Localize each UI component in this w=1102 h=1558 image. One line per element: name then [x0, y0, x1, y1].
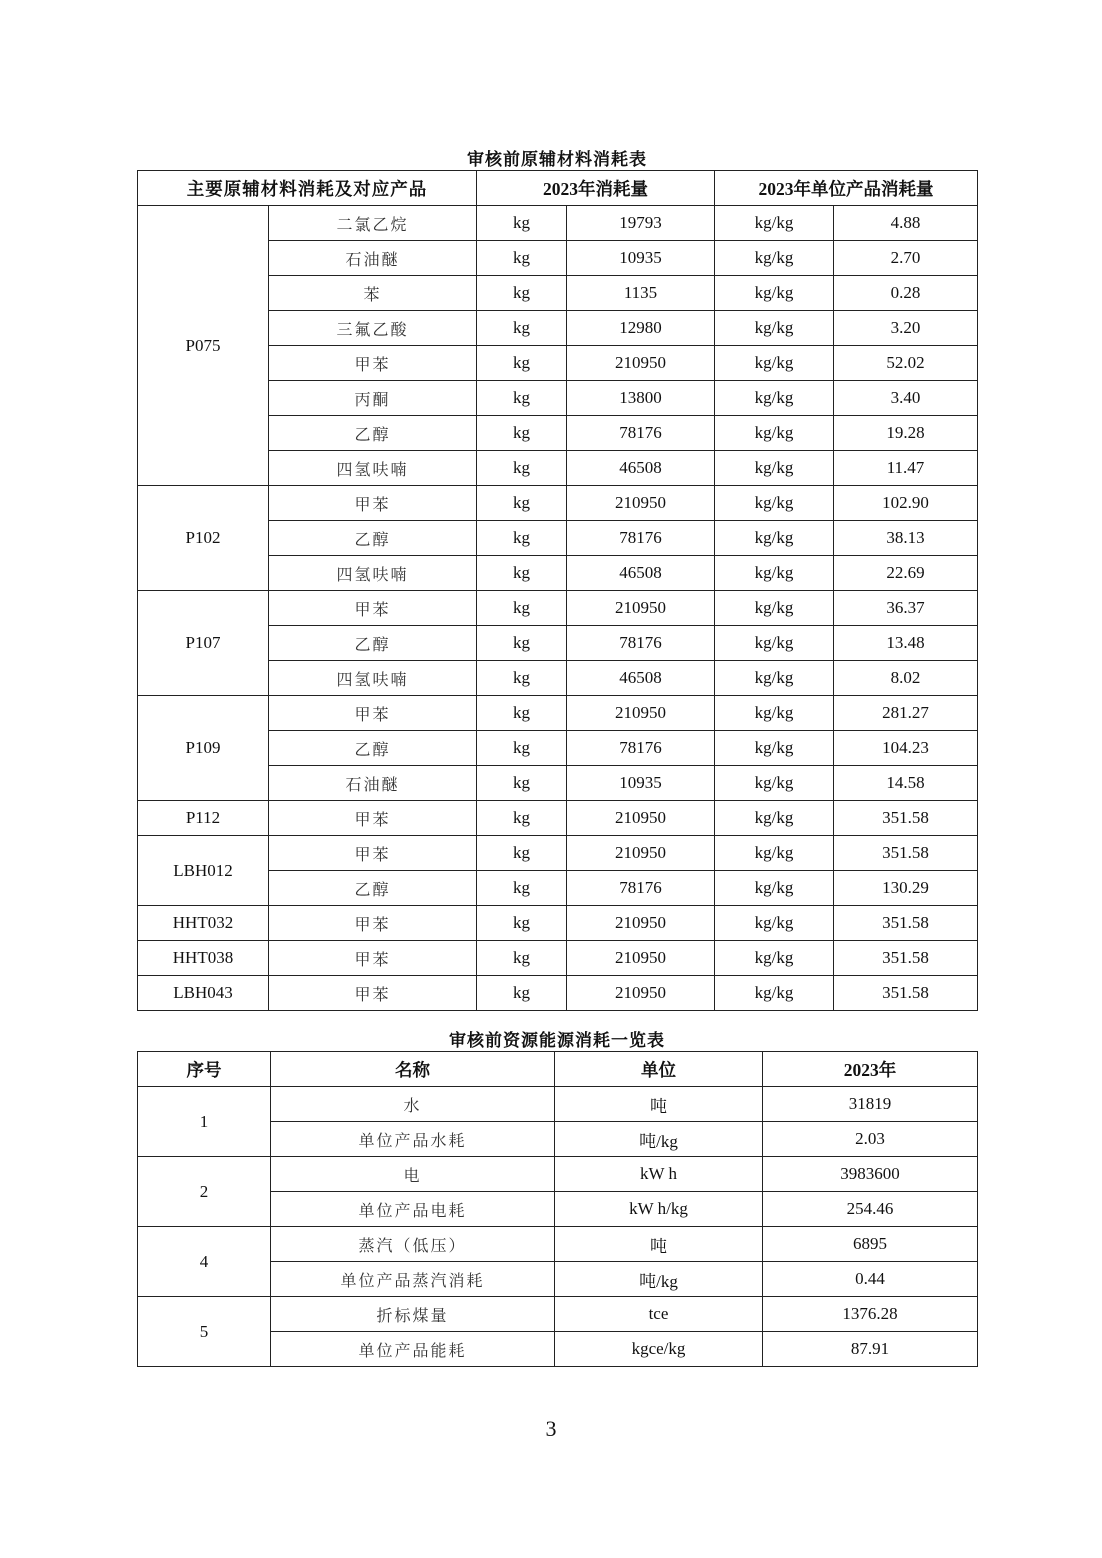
unit-per-product-cell: kg/kg [715, 451, 834, 486]
header-unit: 单位 [555, 1052, 763, 1087]
material-cell: 甲苯 [269, 976, 477, 1011]
product-cell: LBH012 [138, 836, 269, 906]
name-cell: 单位产品能耗 [271, 1332, 555, 1367]
product-cell: P075 [138, 206, 269, 486]
per-unit-value-cell: 351.58 [834, 836, 978, 871]
material-cell: 甲苯 [269, 836, 477, 871]
table-row [138, 976, 978, 1011]
amount-cell: 210950 [567, 836, 715, 871]
unit-cell: kg [477, 486, 567, 521]
unit-cell: 吨/kg [555, 1262, 763, 1297]
unit-cell: kg [477, 906, 567, 941]
unit-cell: kW h [555, 1157, 763, 1192]
unit-per-product-cell: kg/kg [715, 416, 834, 451]
per-unit-value-cell: 14.58 [834, 766, 978, 801]
per-unit-value-cell: 130.29 [834, 871, 978, 906]
amount-cell: 19793 [567, 206, 715, 241]
material-cell: 苯 [269, 276, 477, 311]
unit-per-product-cell: kg/kg [715, 311, 834, 346]
unit-per-product-cell: kg/kg [715, 766, 834, 801]
unit-cell: 吨/kg [555, 1122, 763, 1157]
unit-cell: kg [477, 766, 567, 801]
amount-cell: 46508 [567, 556, 715, 591]
per-unit-value-cell: 351.58 [834, 801, 978, 836]
index-cell: 5 [138, 1297, 271, 1367]
material-cell: 甲苯 [269, 941, 477, 976]
per-unit-value-cell: 19.28 [834, 416, 978, 451]
table-row [138, 591, 978, 626]
amount-cell: 78176 [567, 521, 715, 556]
header-unit-consumption-2023: 2023年单位产品消耗量 [715, 171, 978, 206]
unit-cell: kg [477, 416, 567, 451]
per-unit-value-cell: 13.48 [834, 626, 978, 661]
value-cell: 254.46 [763, 1192, 978, 1227]
index-cell: 2 [138, 1157, 271, 1227]
unit-per-product-cell: kg/kg [715, 486, 834, 521]
amount-cell: 210950 [567, 976, 715, 1011]
name-cell: 蒸汽（低压） [271, 1227, 555, 1262]
table-row [138, 906, 978, 941]
resource-energy-consumption-table [137, 1051, 978, 1367]
amount-cell: 210950 [567, 941, 715, 976]
per-unit-value-cell: 351.58 [834, 906, 978, 941]
unit-cell: kg [477, 731, 567, 766]
unit-per-product-cell: kg/kg [715, 941, 834, 976]
index-cell: 4 [138, 1227, 271, 1297]
value-cell: 3983600 [763, 1157, 978, 1192]
value-cell: 0.44 [763, 1262, 978, 1297]
name-cell: 折标煤量 [271, 1297, 555, 1332]
value-cell: 6895 [763, 1227, 978, 1262]
product-cell: P109 [138, 696, 269, 801]
per-unit-value-cell: 351.58 [834, 976, 978, 1011]
name-cell: 单位产品蒸汽消耗 [271, 1262, 555, 1297]
material-cell: 甲苯 [269, 906, 477, 941]
amount-cell: 210950 [567, 801, 715, 836]
unit-cell: kg [477, 206, 567, 241]
table-row [138, 801, 978, 836]
table-row [138, 1087, 978, 1122]
material-cell: 四氢呋喃 [269, 451, 477, 486]
table-row [138, 486, 978, 521]
unit-cell: kg [477, 661, 567, 696]
material-cell: 石油醚 [269, 766, 477, 801]
header-name: 名称 [271, 1052, 555, 1087]
unit-cell: kg [477, 451, 567, 486]
unit-cell: kg [477, 836, 567, 871]
material-cell: 四氢呋喃 [269, 556, 477, 591]
product-cell: LBH043 [138, 976, 269, 1011]
table-header-row [138, 171, 978, 206]
amount-cell: 210950 [567, 696, 715, 731]
per-unit-value-cell: 281.27 [834, 696, 978, 731]
unit-cell: kg [477, 871, 567, 906]
table-row [138, 1157, 978, 1192]
unit-cell: kg [477, 346, 567, 381]
amount-cell: 10935 [567, 241, 715, 276]
name-cell: 单位产品水耗 [271, 1122, 555, 1157]
unit-per-product-cell: kg/kg [715, 521, 834, 556]
amount-cell: 46508 [567, 661, 715, 696]
per-unit-value-cell: 4.88 [834, 206, 978, 241]
amount-cell: 13800 [567, 381, 715, 416]
table2-caption: 审核前资源能源消耗一览表 [449, 1031, 665, 1050]
header-index: 序号 [138, 1052, 271, 1087]
amount-cell: 78176 [567, 871, 715, 906]
material-cell: 二氯乙烷 [269, 206, 477, 241]
unit-cell: kW h/kg [555, 1192, 763, 1227]
unit-cell: 吨 [555, 1087, 763, 1122]
unit-per-product-cell: kg/kg [715, 556, 834, 591]
raw-material-consumption-table [137, 170, 978, 1011]
material-cell: 甲苯 [269, 801, 477, 836]
material-cell: 乙醇 [269, 416, 477, 451]
unit-per-product-cell: kg/kg [715, 591, 834, 626]
value-cell: 31819 [763, 1087, 978, 1122]
per-unit-value-cell: 104.23 [834, 731, 978, 766]
per-unit-value-cell: 11.47 [834, 451, 978, 486]
table-row [138, 1297, 978, 1332]
unit-cell: kg [477, 976, 567, 1011]
per-unit-value-cell: 3.20 [834, 311, 978, 346]
unit-cell: kg [477, 276, 567, 311]
material-cell: 乙醇 [269, 626, 477, 661]
unit-cell: kgce/kg [555, 1332, 763, 1367]
material-cell: 丙酮 [269, 381, 477, 416]
per-unit-value-cell: 36.37 [834, 591, 978, 626]
per-unit-value-cell: 38.13 [834, 521, 978, 556]
value-cell: 87.91 [763, 1332, 978, 1367]
per-unit-value-cell: 102.90 [834, 486, 978, 521]
header-year-2023: 2023年 [763, 1052, 978, 1087]
table-row [138, 696, 978, 731]
unit-per-product-cell: kg/kg [715, 626, 834, 661]
unit-per-product-cell: kg/kg [715, 661, 834, 696]
product-cell: P107 [138, 591, 269, 696]
material-cell: 四氢呋喃 [269, 661, 477, 696]
unit-cell: kg [477, 626, 567, 661]
header-consumption-2023: 2023年消耗量 [477, 171, 715, 206]
page-number: 3 [545, 1416, 557, 1441]
per-unit-value-cell: 52.02 [834, 346, 978, 381]
amount-cell: 78176 [567, 626, 715, 661]
material-cell: 乙醇 [269, 871, 477, 906]
unit-per-product-cell: kg/kg [715, 836, 834, 871]
amount-cell: 210950 [567, 591, 715, 626]
amount-cell: 78176 [567, 416, 715, 451]
unit-per-product-cell: kg/kg [715, 696, 834, 731]
unit-cell: kg [477, 521, 567, 556]
header-material-product: 主要原辅材料消耗及对应产品 [138, 171, 477, 206]
table-row [138, 1227, 978, 1262]
per-unit-value-cell: 2.70 [834, 241, 978, 276]
table-header-row [138, 1052, 978, 1087]
product-cell: HHT032 [138, 906, 269, 941]
unit-per-product-cell: kg/kg [715, 381, 834, 416]
unit-per-product-cell: kg/kg [715, 206, 834, 241]
name-cell: 电 [271, 1157, 555, 1192]
amount-cell: 10935 [567, 766, 715, 801]
material-cell: 甲苯 [269, 696, 477, 731]
unit-per-product-cell: kg/kg [715, 241, 834, 276]
unit-cell: kg [477, 591, 567, 626]
unit-per-product-cell: kg/kg [715, 346, 834, 381]
unit-per-product-cell: kg/kg [715, 731, 834, 766]
table-row [138, 941, 978, 976]
table-row [138, 206, 978, 241]
per-unit-value-cell: 351.58 [834, 941, 978, 976]
per-unit-value-cell: 0.28 [834, 276, 978, 311]
unit-cell: kg [477, 381, 567, 416]
unit-cell: kg [477, 311, 567, 346]
value-cell: 2.03 [763, 1122, 978, 1157]
unit-per-product-cell: kg/kg [715, 976, 834, 1011]
product-cell: P112 [138, 801, 269, 836]
unit-per-product-cell: kg/kg [715, 801, 834, 836]
amount-cell: 210950 [567, 906, 715, 941]
unit-cell: tce [555, 1297, 763, 1332]
amount-cell: 1135 [567, 276, 715, 311]
name-cell: 单位产品电耗 [271, 1192, 555, 1227]
amount-cell: 12980 [567, 311, 715, 346]
amount-cell: 46508 [567, 451, 715, 486]
material-cell: 乙醇 [269, 521, 477, 556]
unit-cell: kg [477, 241, 567, 276]
product-cell: P102 [138, 486, 269, 591]
material-cell: 乙醇 [269, 731, 477, 766]
unit-cell: kg [477, 801, 567, 836]
per-unit-value-cell: 22.69 [834, 556, 978, 591]
material-cell: 三氟乙酸 [269, 311, 477, 346]
material-cell: 石油醚 [269, 241, 477, 276]
index-cell: 1 [138, 1087, 271, 1157]
name-cell: 水 [271, 1087, 555, 1122]
product-cell: HHT038 [138, 941, 269, 976]
amount-cell: 210950 [567, 346, 715, 381]
table-row [138, 836, 978, 871]
per-unit-value-cell: 3.40 [834, 381, 978, 416]
material-cell: 甲苯 [269, 591, 477, 626]
table1-caption: 审核前原辅材料消耗表 [467, 150, 647, 169]
unit-cell: 吨 [555, 1227, 763, 1262]
unit-per-product-cell: kg/kg [715, 871, 834, 906]
material-cell: 甲苯 [269, 346, 477, 381]
unit-cell: kg [477, 556, 567, 591]
unit-per-product-cell: kg/kg [715, 276, 834, 311]
per-unit-value-cell: 8.02 [834, 661, 978, 696]
material-cell: 甲苯 [269, 486, 477, 521]
unit-cell: kg [477, 941, 567, 976]
amount-cell: 78176 [567, 731, 715, 766]
unit-per-product-cell: kg/kg [715, 906, 834, 941]
amount-cell: 210950 [567, 486, 715, 521]
unit-cell: kg [477, 696, 567, 731]
value-cell: 1376.28 [763, 1297, 978, 1332]
